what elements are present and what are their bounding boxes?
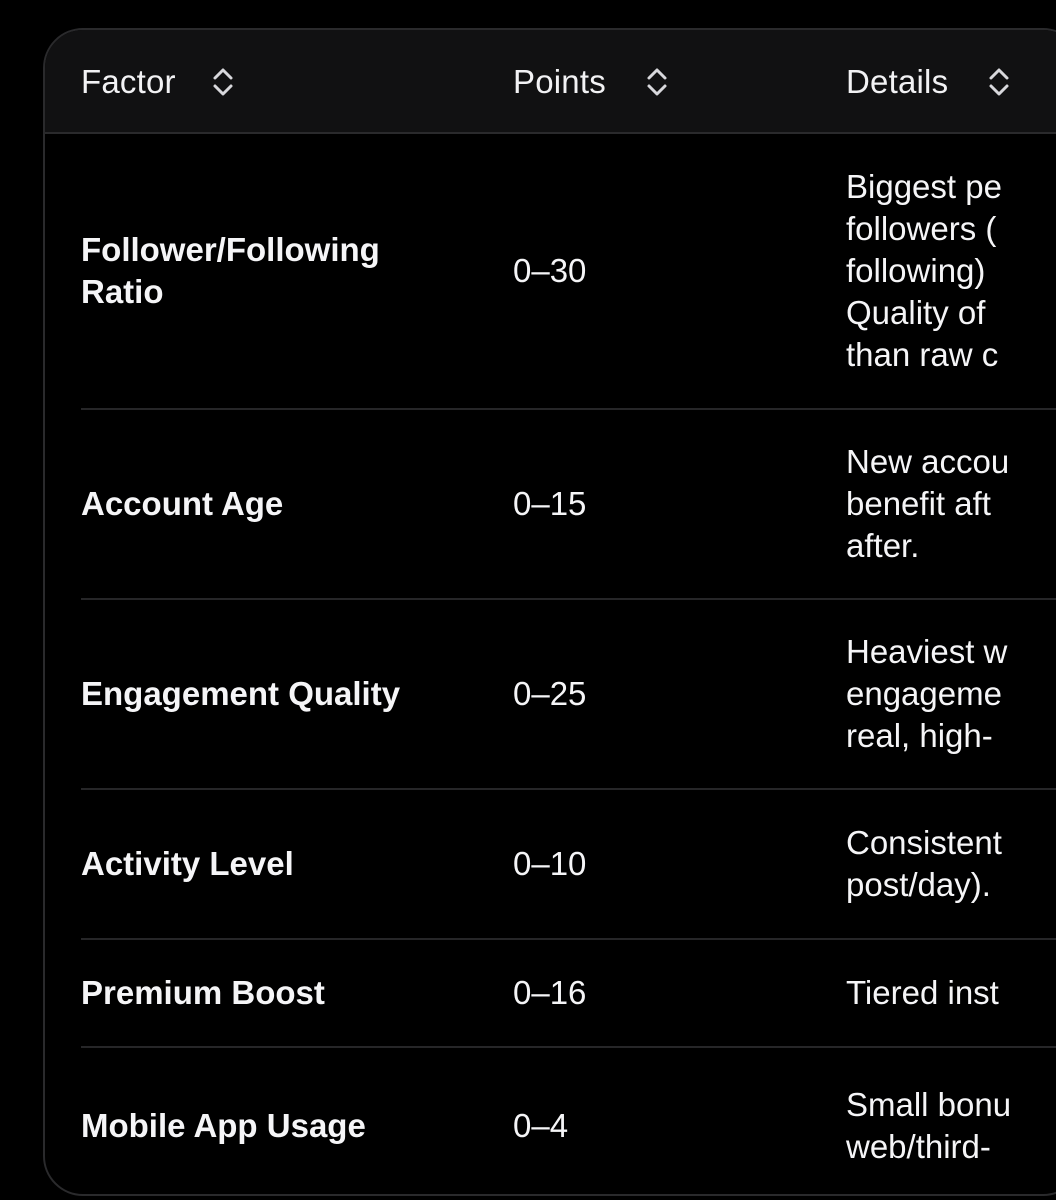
details-cell (846, 1048, 1056, 1196)
table-row[interactable] (81, 600, 1056, 790)
points-cell: 0–10 (513, 845, 587, 882)
column-header-label: Points (513, 63, 606, 100)
column-header-details[interactable] (846, 30, 1012, 134)
factor-cell: Mobile App Usage (81, 1107, 366, 1144)
details-cell (846, 600, 1056, 788)
points-cell: 0–25 (513, 675, 587, 712)
factor-cell: Activity Level (81, 845, 294, 882)
details-text: after. (846, 527, 920, 564)
details-text: New accou (846, 443, 1010, 480)
details-text: real, high- (846, 717, 993, 754)
sort-updown-icon[interactable] (210, 65, 236, 99)
column-header-factor[interactable] (81, 30, 236, 134)
factor-cell (81, 134, 380, 408)
column-header-label: Factor (81, 63, 176, 100)
details-cell (846, 134, 1056, 408)
table-row[interactable] (81, 790, 1056, 940)
column-header-label: Details (846, 63, 949, 100)
details-text: Biggest pe (846, 168, 1002, 205)
scoring-table-card (43, 28, 1056, 1196)
factor-cell: Engagement Quality (81, 675, 401, 712)
details-text: web/third- (846, 1128, 991, 1165)
sort-updown-icon[interactable] (644, 65, 670, 99)
points-cell: 0–4 (513, 1107, 569, 1144)
table-row[interactable] (81, 1048, 1056, 1196)
details-text: Consistent (846, 824, 1002, 861)
details-text: engageme (846, 675, 1002, 712)
details-cell (846, 790, 1056, 938)
table-viewport[interactable] (45, 30, 1056, 1196)
points-cell: 0–30 (513, 252, 587, 289)
details-text: post/day). (846, 866, 991, 903)
details-text: benefit aft (846, 485, 991, 522)
details-cell (846, 410, 1056, 598)
factor-cell: Account Age (81, 485, 284, 522)
details-text: following) (846, 252, 986, 289)
details-text: Quality of (846, 294, 986, 331)
details-text: followers ( (846, 210, 997, 247)
points-cell: 0–16 (513, 974, 587, 1011)
column-header-points[interactable] (513, 30, 670, 134)
sort-updown-icon[interactable] (986, 65, 1012, 99)
table-header (45, 30, 1056, 134)
details-text: Small bonu (846, 1086, 1012, 1123)
details-text: Heaviest w (846, 633, 1008, 670)
table-row[interactable] (81, 410, 1056, 600)
factor-text: Follower/Following (81, 231, 380, 268)
points-cell: 0–15 (513, 485, 587, 522)
details-cell (846, 940, 1056, 1046)
factor-text: Ratio (81, 273, 164, 310)
factor-cell: Premium Boost (81, 974, 325, 1011)
details-text: Tiered inst (846, 974, 999, 1011)
table-row[interactable] (81, 940, 1056, 1048)
table-row[interactable] (81, 134, 1056, 410)
details-text: than raw c (846, 336, 999, 373)
